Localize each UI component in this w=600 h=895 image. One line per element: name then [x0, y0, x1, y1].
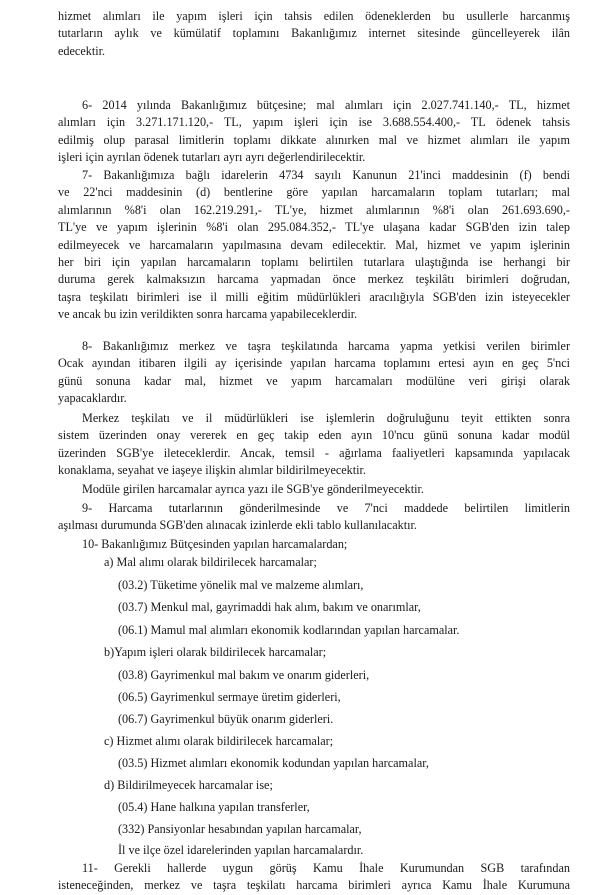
text-line: Merkez teşkilatı ve il müdürlükleri ise işlemlerin doğruluğunu teyit ettikten sonra [82, 411, 570, 425]
paragraph-7 [58, 167, 570, 324]
paragraph-10 [58, 536, 570, 553]
list-item: (06.7) Gayrimenkul büyük onarım giderleri. [118, 712, 334, 726]
list-item: (05.4) Hane halkına yapılan transferler, [118, 800, 310, 814]
text-line: aşılması durumunda SGB'den alınacak izinlerde ekli tablo kullanılacaktır. [58, 518, 417, 533]
text-line: Ocak ayından itibaren ilgili ay içerisinde yapılan harcama toplamını ertesi ayın en geç 5'nci [58, 356, 570, 371]
list-item: (06.1) Mamul mal alımları ekonomik kodlarından yapılan harcamalar. [118, 623, 460, 637]
text-line: duruma gerek kalmaksızın harcama yapmadan önce merkez teşkilâtı birimleri doğrudan, [58, 272, 570, 287]
text-line: 8- Bakanlığımız merkez ve taşra teşkilatında harcama yapma yetkisi verilen birimler [82, 339, 570, 353]
paragraph-8-continued [58, 410, 570, 480]
text-line: edilmiş olup parasal limitlerin toplamı dikkate alınırken mal ve hizmet alımları ile yapım [58, 132, 570, 147]
text-line: işleri için ayrılan ödenek tutarları ayrı ayrı değerlendirilecektir. [58, 150, 366, 165]
text-line: ve 22'nci maddesinin (d) bentlerine göre yapılan harcamaların toplam tutarları; mal [58, 185, 570, 200]
list-item: İl ve ilçe özel idarelerinden yapılan harcamalardır. [118, 843, 364, 857]
text-line: isteneceğinden, merkez ve taşra teşkilatı harcama birimleri ayrıca Kamu İhale Kurumuna [58, 878, 570, 893]
list-heading-a: a) Mal alımı olarak bildirilecek harcamalar; [104, 555, 317, 569]
text-line: alımlarının %8'i olan 162.219.291,- TL'ye, hizmet alımlarının %8'i olan 261.693.690,- [58, 202, 570, 217]
text-line: 7- Bakanlığımıza bağlı idarelerin 4734 sayılı Kanunun 21'inci maddesinin (f) bendi [82, 168, 570, 182]
list-heading-b: b)Yapım işleri olarak bildirilecek harcamalar; [104, 645, 327, 659]
list-item: (06.5) Gayrimenkul sermaye üretim giderleri, [118, 690, 341, 704]
text-line: sistem üzerinden onay vererek en geç takip eden ayın 10'ncu günü sonuna kadar modül [58, 428, 570, 443]
text-line: edilmeyecek ve harcamaların yapılmasına devam edilecektir. Mal, hizmet ve yapım işlerinin [58, 237, 570, 252]
text-line: edecektir. [58, 43, 106, 58]
text-line: üzerinden SGB'ye ileteceklerdir. Ancak, temsil - ağırlama faaliyetleri kapsamında yapılacak [58, 445, 570, 460]
text-line: yapacaklardır. [58, 391, 127, 406]
paragraph-8 [58, 338, 570, 408]
text-line: konaklama, seyahat ve iaşeye ilişkin alımlar bildirilmeyecektir. [58, 463, 366, 478]
list-item: (332) Pansiyonlar hesabından yapılan harcamalar, [118, 822, 362, 836]
list-item: (03.2) Tüketime yönelik mal ve malzeme alımları, [118, 578, 364, 592]
list-item: (03.8) Gayrimenkul mal bakım ve onarım giderleri, [118, 668, 370, 682]
text-line: ve ancak bu izin verildikten sonra harcama yapabileceklerdir. [58, 307, 358, 322]
text-line: hizmet alımları ile yapım işleri için tahsis edilen ödeneklerden bu usullerle harcanmış [58, 9, 570, 23]
paragraph-11 [58, 860, 570, 893]
list-heading-c: c) Hizmet alımı olarak bildirilecek harcamalar; [104, 734, 334, 748]
text-line: Modüle girilen harcamalar ayrıca yazı ile SGB'ye gönderilmeyecektir. [82, 482, 424, 496]
paragraph-8-note [58, 481, 570, 498]
text-line: her biri için yapılan harcamaların toplamı belirtilen tutarlara ulaştığında ise herhangi bir [58, 255, 570, 270]
paragraph-6 [58, 97, 570, 167]
paragraph-9 [58, 500, 570, 535]
text-line: günü sonuna kadar mal, hizmet ve yapım harcamaları modülüne veri girişi olarak [58, 373, 570, 388]
text-line: TL'ye ve yapım işlerinin %8'i olan 295.084.352,- TL'ye ulaşana kadar SGB'den izin talep [58, 220, 570, 235]
text-line: 6- 2014 yılında Bakanlığımız bütçesine; mal alımları için 2.027.741.140,- TL, hizmet [82, 98, 570, 112]
text-line: taşra teşkilatı birimleri ise il milli eğitim müdürlükleri aracılığıyla SGB'den izin isteyecekler [58, 289, 570, 304]
intro-paragraph [58, 8, 570, 60]
text-line: alımları için 3.271.171.120,- TL, yapım işleri için ise 3.688.554.400,- TL ödenek tahsis [58, 115, 570, 130]
text-line: 11- Gerekli hallerde uygun görüş Kamu İhale Kurumundan SGB tarafından [82, 861, 570, 875]
list-heading-d: d) Bildirilmeyecek harcamalar ise; [104, 778, 273, 792]
text-line: 9- Harcama tutarlarının gönderilmesinde ve 7'nci maddede belirtilen limitlerin [82, 501, 570, 515]
text-line: tutarların aylık ve kümülatif toplamını Bakanlığımız internet sitesinde güncelleyerek ilân [58, 26, 570, 41]
text-line: 10- Bakanlığımız Bütçesinden yapılan harcamalardan; [82, 537, 348, 551]
list-item: (03.7) Menkul mal, gayrimaddi hak alım, bakım ve onarımlar, [118, 600, 421, 614]
list-item: (03.5) Hizmet alımları ekonomik kodundan yapılan harcamalar, [118, 756, 429, 770]
